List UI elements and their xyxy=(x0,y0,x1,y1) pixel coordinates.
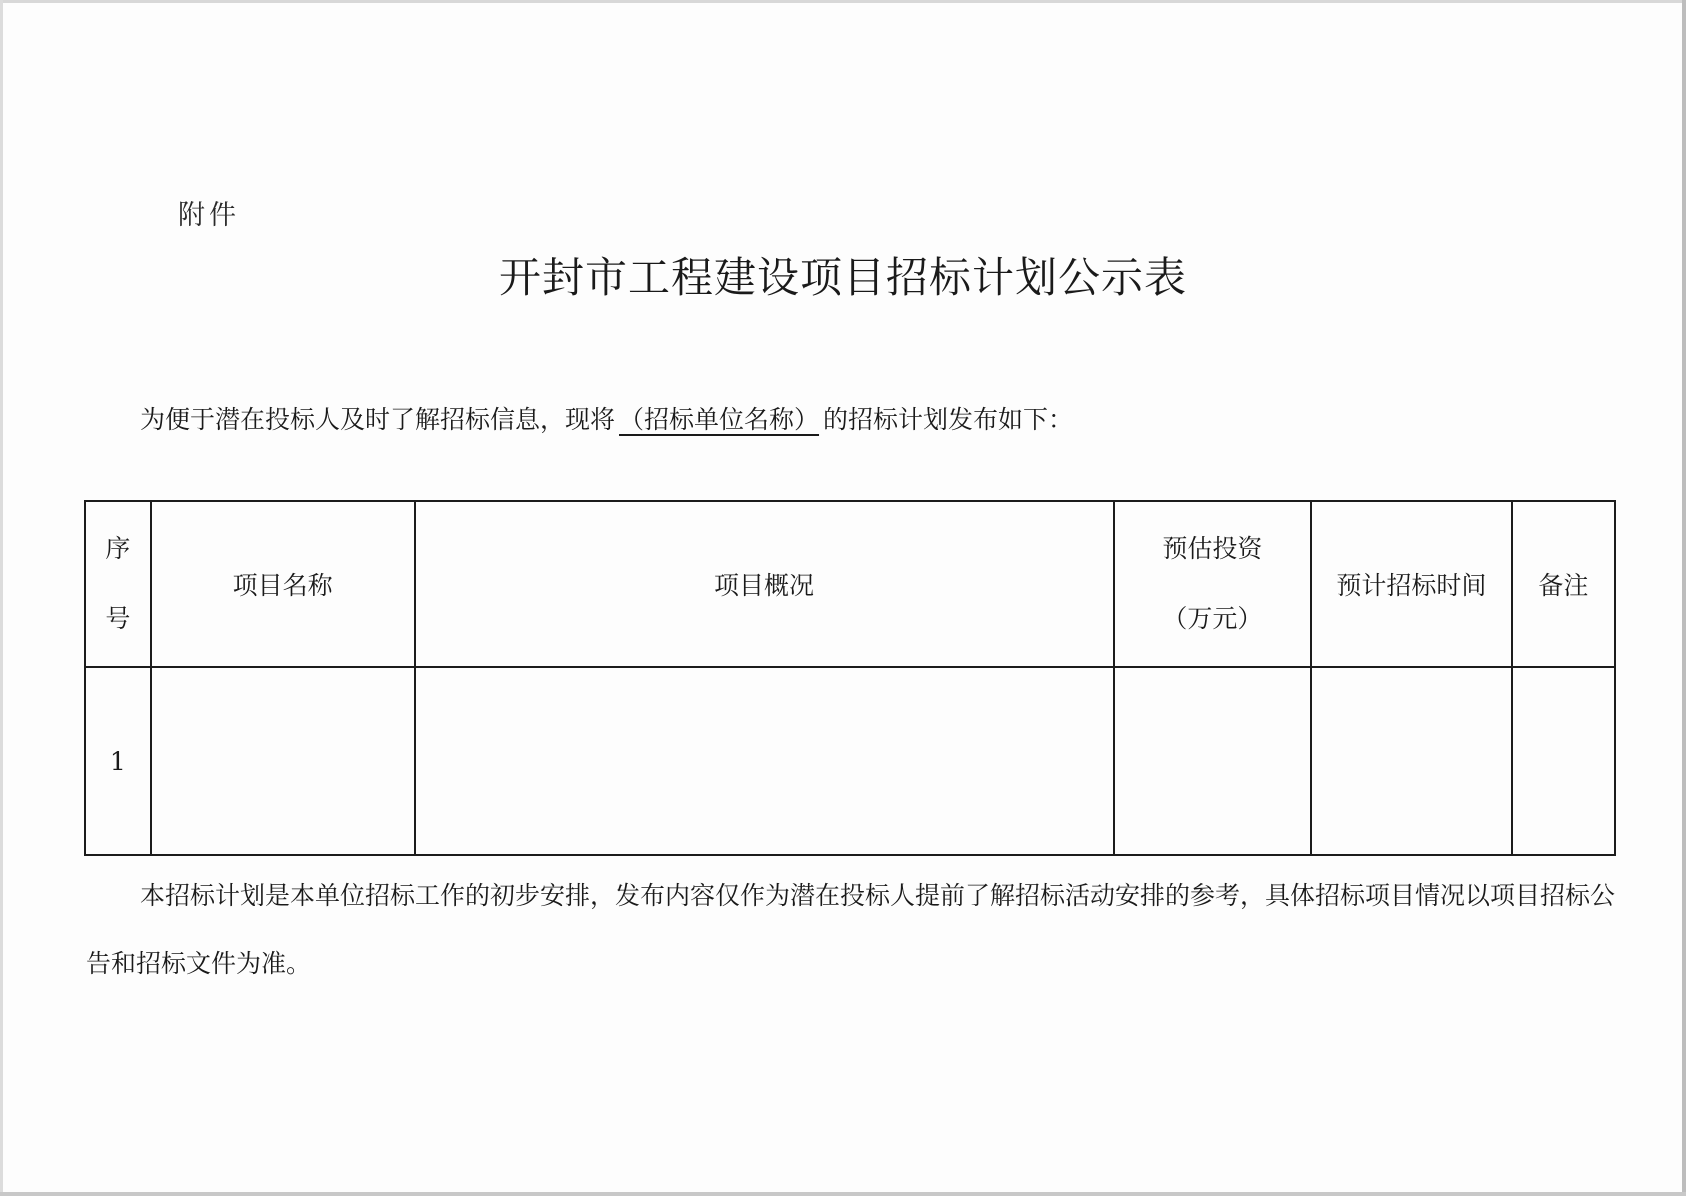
page-edge-bottom xyxy=(0,1192,1686,1196)
cell-estimated-investment xyxy=(1114,667,1312,855)
header-estimated-investment xyxy=(1114,501,1312,667)
cell-project-overview xyxy=(415,667,1114,855)
header-remarks: 备注 xyxy=(1512,501,1615,667)
header-investment-line2: （万元） xyxy=(1162,604,1263,633)
header-bid-time: 预计招标时间 xyxy=(1311,501,1511,667)
header-seq xyxy=(85,501,151,667)
header-investment-line1: 预估投资 xyxy=(1162,534,1263,563)
table-header-row xyxy=(85,501,1615,667)
intro-paragraph xyxy=(140,400,1073,436)
intro-suffix: 的招标计划发布如下： xyxy=(823,405,1074,434)
table-row xyxy=(85,667,1615,855)
bid-plan-table xyxy=(84,500,1616,856)
page-edge-top xyxy=(0,0,1686,3)
cell-project-name xyxy=(151,667,415,855)
page-edge-left xyxy=(0,0,3,1196)
bidder-name-placeholder: （招标单位名称） xyxy=(619,405,820,434)
cell-bid-time xyxy=(1311,667,1511,855)
header-project-overview: 项目概况 xyxy=(415,501,1114,667)
page-title: 开封市工程建设项目招标计划公示表 xyxy=(498,253,1187,302)
page-edge-right xyxy=(1682,0,1686,1196)
intro-prefix: 为便于潜在投标人及时了解招标信息，现将 xyxy=(140,405,616,434)
attachment-label: 附件 xyxy=(178,200,240,231)
header-project-name: 项目名称 xyxy=(151,501,415,667)
header-investment-text xyxy=(1115,514,1311,654)
cell-remarks xyxy=(1512,667,1615,855)
cell-seq: 1 xyxy=(85,667,151,855)
header-seq-label: 序号 xyxy=(105,534,131,633)
footer-note: 本招标计划是本单位招标工作的初步安排，发布内容仅作为潜在投标人提前了解招标活动安排的参考，具体招标项目情况以项目招标公告和招标文件为准。 xyxy=(86,881,1616,978)
